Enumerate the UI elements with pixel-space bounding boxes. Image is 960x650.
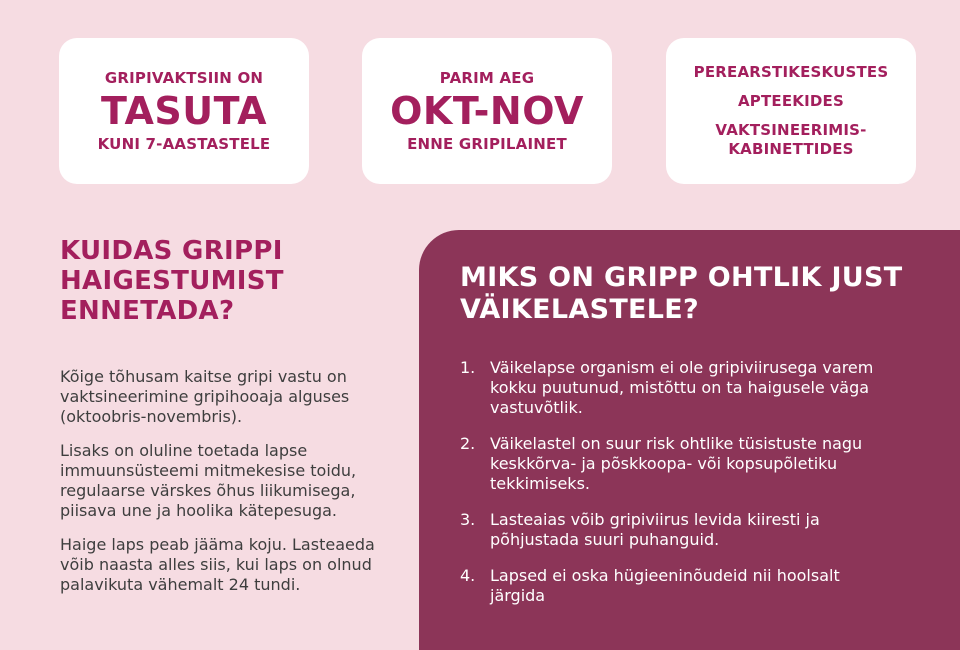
why-reasons-list — [460, 358, 940, 622]
card-top-text: GRIPIVAKTSIIN ON — [104, 69, 264, 87]
location-vaccination-line-2: KABINETTIDES — [728, 140, 854, 158]
list-item-text: Lasteaias võib gripiviirus levida kiiresti ja põhjustada suuri puhanguid. — [490, 510, 820, 549]
card-bottom-text: ENNE GRIPILAINET — [407, 135, 567, 153]
location-vaccination-line-1: VAKTSINEERIMIS- — [715, 121, 867, 139]
list-item — [460, 358, 940, 418]
prevention-heading-line: ENNETADA? — [60, 296, 235, 326]
why-heading-line: MIKS ON GRIPP OHTLIK JUST — [460, 262, 903, 293]
list-item-number: 4. — [460, 566, 476, 585]
list-item-text: Väikelastel on suur risk ohtlike tüsistuste nagu keskkõrva- ja põskkoopa- või kopsupõletiku tekkimiseks. — [490, 434, 863, 493]
location-family-doctor: PEREARSTIKESKUSTES — [693, 63, 889, 81]
card-big-text: OKT-NOV — [390, 89, 584, 133]
list-item-text: Lapsed ei oska hügieeninõudeid nii hoolsalt järgida — [490, 566, 840, 605]
list-item-text: Väikelapse organism ei ole gripiviirusega varem kokku puutunud, mistõttu on ta haigusele väga vastuvõtlik. — [490, 358, 874, 417]
prevention-paragraph: Haige laps peab jääma koju. Lasteaeda võib naasta alles siis, kui laps on olnud palavikuta vähemalt 24 tundi. — [60, 535, 375, 594]
why-heading — [460, 262, 930, 326]
list-item — [460, 510, 940, 550]
list-item-number: 3. — [460, 510, 476, 529]
list-item-number: 2. — [460, 434, 476, 453]
prevention-text — [60, 367, 390, 609]
info-card-locations — [666, 38, 916, 184]
prevention-paragraph: Kõige tõhusam kaitse gripi vastu on vaktsineerimine gripihooaja alguses (oktoobris-novembris). — [60, 367, 350, 426]
info-card-best-time — [362, 38, 612, 184]
card-big-text: TASUTA — [101, 89, 267, 133]
prevention-heading-line: KUIDAS GRIPPI — [60, 236, 283, 266]
card-bottom-text: KUNI 7-AASTASTELE — [97, 135, 271, 153]
prevention-heading-line: HAIGESTUMIST — [60, 266, 284, 296]
card-top-text: PARIM AEG — [439, 69, 535, 87]
why-heading-line: VÄIKELASTELE? — [460, 294, 699, 325]
list-item — [460, 434, 940, 494]
list-item — [460, 566, 940, 606]
prevention-paragraph: Lisaks on oluline toetada lapse immuunsüsteemi mitmekesise toidu, regulaarse värskes õhus liikumisega, piisava une ja hoolika kätepesuga. — [60, 441, 357, 520]
prevention-heading — [60, 236, 380, 326]
list-item-number: 1. — [460, 358, 476, 377]
location-pharmacies: APTEEKIDES — [737, 92, 845, 110]
info-card-free — [59, 38, 309, 184]
